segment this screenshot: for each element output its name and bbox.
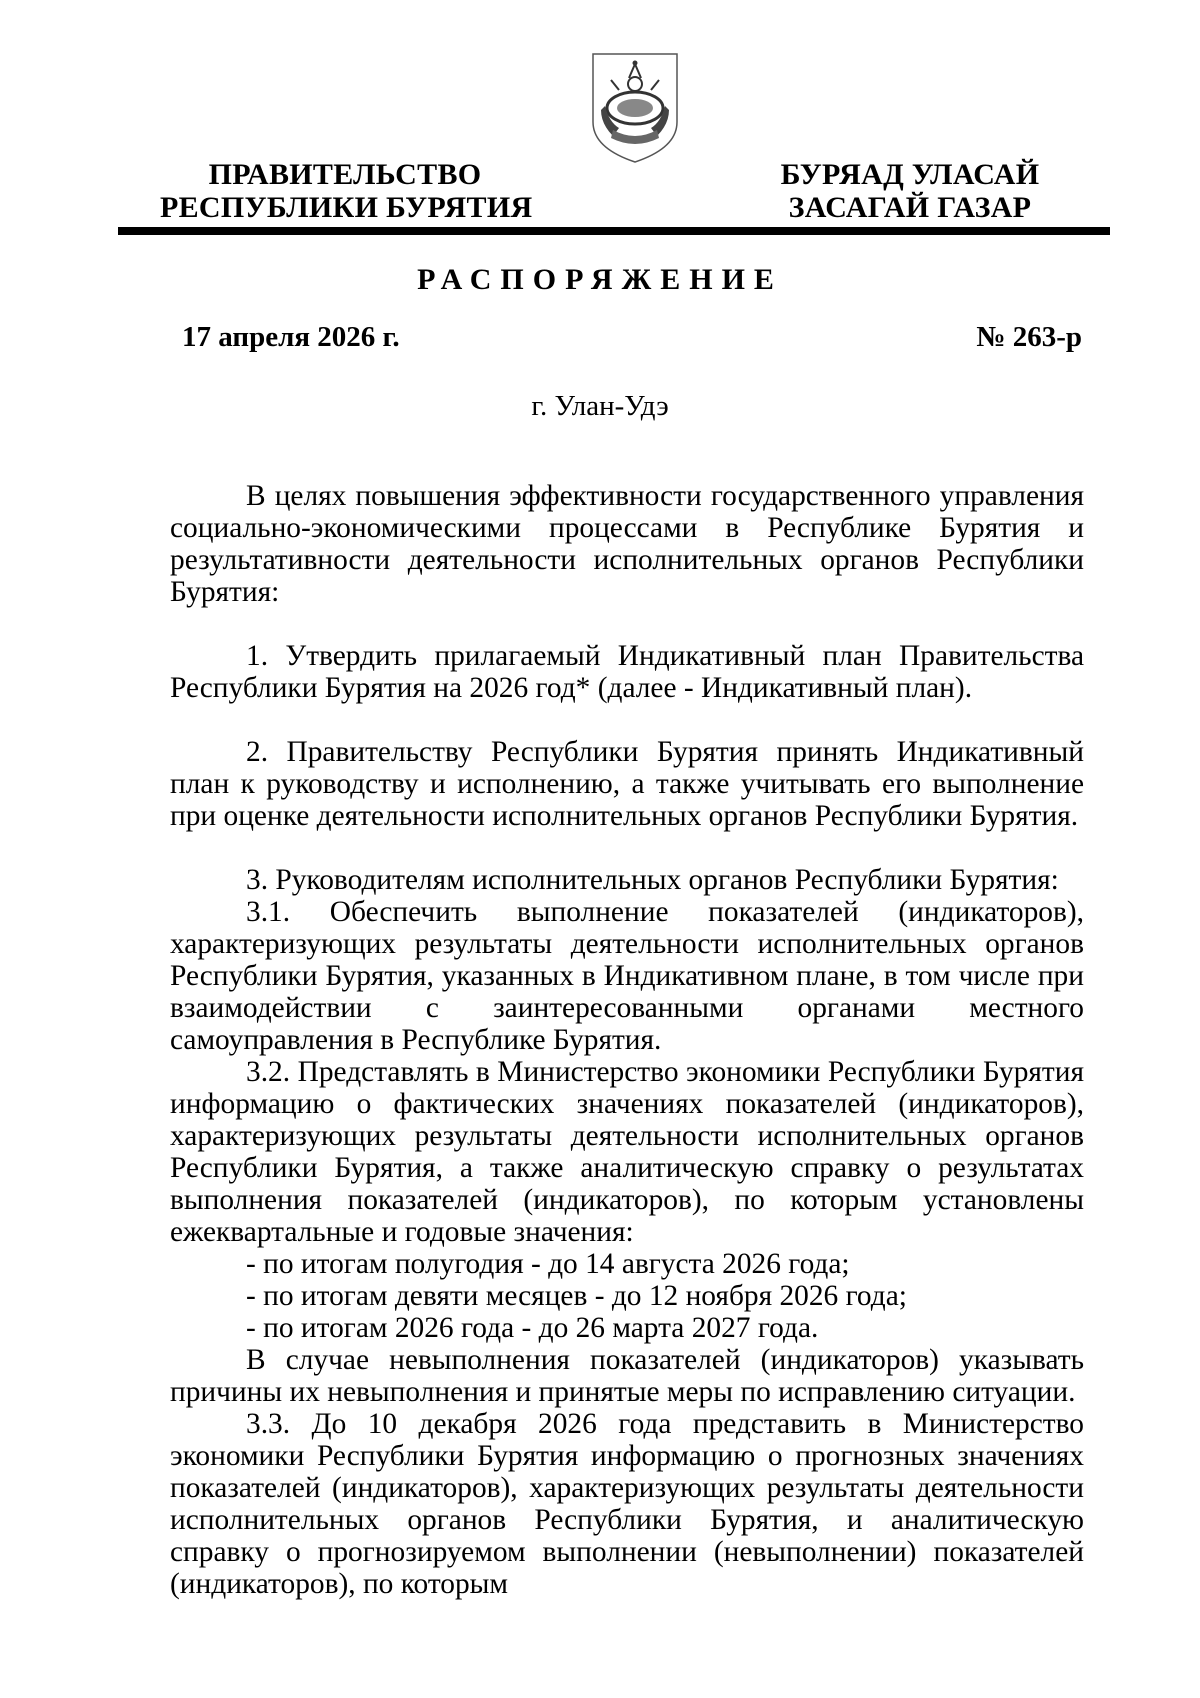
government-name-line: БУРЯАД УЛАСАЙ bbox=[780, 158, 1040, 191]
government-name-russian bbox=[160, 158, 533, 224]
item-3-paragraph: 3. Руководителям исполнительных органов Республики Бурятия: bbox=[246, 864, 1059, 896]
deadline-item: - по итогам 2026 года - до 26 марта 2027 года. bbox=[246, 1312, 819, 1344]
government-name-line: ЗАСАГАЙ ГАЗАР bbox=[788, 191, 1032, 224]
failure-note-paragraph: В случае невыполнения показателей (индикаторов) указывать причины их невыполнения и принятые меры по исправлению ситуации. bbox=[170, 1344, 1084, 1408]
document-city: г. Улан-Удэ bbox=[531, 390, 669, 422]
government-name-buryat bbox=[760, 158, 1060, 224]
government-name-line: РЕСПУБЛИКИ БУРЯТИЯ bbox=[160, 191, 533, 224]
coat-of-arms-buryatia-icon bbox=[589, 50, 681, 166]
document-type: РАСПОРЯЖЕНИЕ bbox=[417, 263, 783, 296]
item-1-paragraph: 1. Утвердить прилагаемый Индикативный план Правительства Республики Бурятия на 2026 год* (далее - Индикативный план). bbox=[170, 640, 1084, 704]
item-2-paragraph: 2. Правительству Республики Бурятия принять Индикативный план к руководству и исполнению, а также учитывать его выполнение при оценке деятельности исполнительных органов Республики Бурятия. bbox=[170, 736, 1084, 832]
document-number: № 263-р bbox=[976, 321, 1082, 353]
preamble-paragraph: В целях повышения эффективности государственного управления социально-экономическими процессами в Республике Бурятия и результативности деятельности исполнительных органов Республики Бурятия: bbox=[170, 480, 1084, 608]
item-3-3-paragraph: 3.3. До 10 декабря 2026 года представить в Министерство экономики Республики Бурятия информацию о прогнозных значениях показателей (индикаторов), характеризующих результаты деятельности исполнительных органов Республики Бурятия, и аналитическую справку о прогнозируемом выполнении (невыполнении) показателей (индикаторов), по которым bbox=[170, 1408, 1084, 1600]
deadline-item: - по итогам полугодия - до 14 августа 2026 года; bbox=[246, 1248, 850, 1280]
header-divider bbox=[118, 227, 1110, 235]
document-date: 17 апреля 2026 г. bbox=[182, 321, 400, 353]
item-3-2-paragraph: 3.2. Представлять в Министерство экономики Республики Бурятия информацию о фактических значениях показателей (индикаторов), характеризующих результаты деятельности исполнительных органов Республики Бурятия, а также аналитическую справку о результатах выполнения показателей (индикаторов), по которым установлены ежеквартальные и годовые значения: bbox=[170, 1056, 1084, 1248]
government-name-line: ПРАВИТЕЛЬСТВО bbox=[208, 158, 482, 191]
item-3-1-paragraph: 3.1. Обеспечить выполнение показателей (индикаторов), характеризующих результаты деятельности исполнительных органов Республики Бурятия, указанных в Индикативном плане, в том числе при взаимодействии с заинтересованными органами местного самоуправления в Республике Бурятия. bbox=[170, 896, 1084, 1056]
deadline-item: - по итогам девяти месяцев - до 12 ноября 2026 года; bbox=[246, 1280, 907, 1312]
document-body bbox=[170, 480, 1084, 1600]
